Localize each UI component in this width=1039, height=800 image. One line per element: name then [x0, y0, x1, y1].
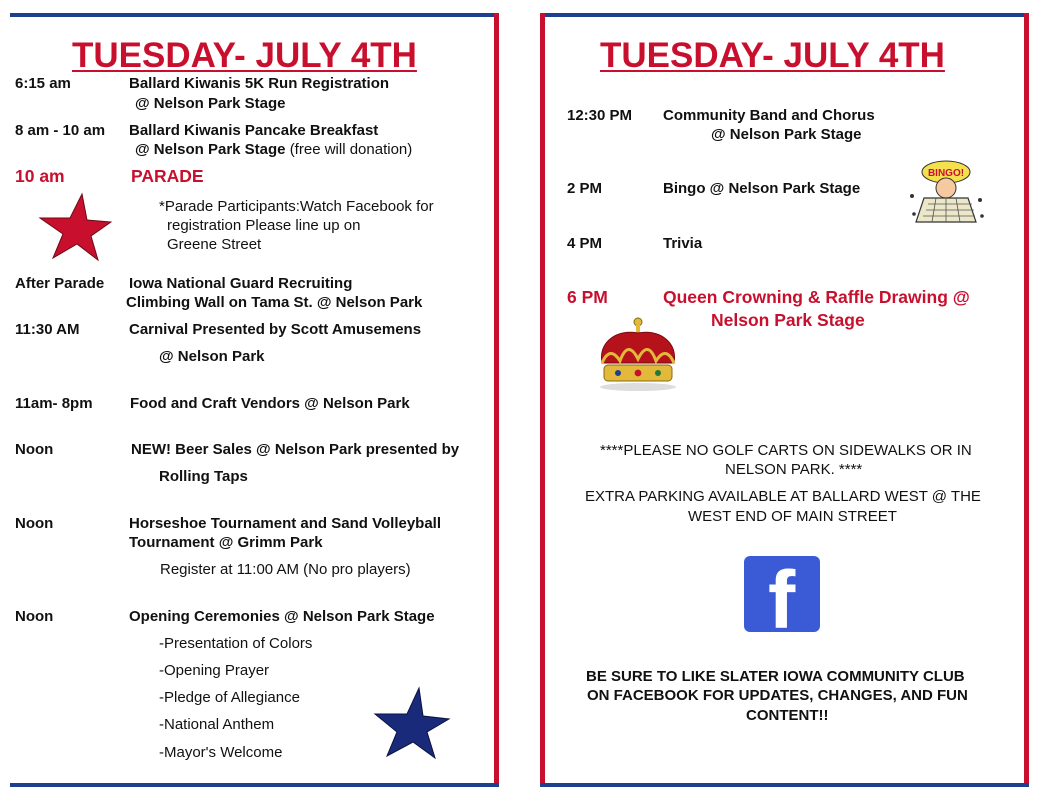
panel-bottom-border — [10, 783, 499, 787]
bingo-sign-text: BINGO! — [927, 168, 965, 179]
ceremony-item: -Mayor's Welcome — [159, 744, 283, 761]
time-1230: 12:30 PM — [567, 107, 633, 124]
facebook-icon — [744, 556, 820, 632]
event-national-guard: Iowa National Guard Recruiting — [129, 275, 353, 292]
time-11am-8pm: 11am- 8pm — [15, 395, 93, 412]
panel-side-border — [494, 13, 499, 787]
crown-icon — [590, 315, 686, 393]
panel-top-border — [10, 13, 499, 17]
left-page-title: TUESDAY- JULY 4TH — [72, 36, 417, 75]
event-beer-sponsor: Rolling Taps — [159, 468, 248, 485]
event-climbing-wall: Climbing Wall on Tama St. @ Nelson Park — [126, 294, 423, 311]
time-after-parade: After Parade — [15, 275, 105, 292]
event-beer-sales: NEW! Beer Sales @ Nelson Park presented by — [131, 441, 460, 458]
time-4pm: 4 PM — [567, 235, 603, 252]
time-6pm: 6 PM — [567, 287, 608, 307]
ceremony-item: -Pledge of Allegiance — [159, 689, 300, 706]
panel-side-border — [540, 13, 545, 787]
event-pancake-note: (free will donation) — [289, 141, 413, 158]
event-queen-crowning-location: Nelson Park Stage — [711, 310, 865, 330]
event-horseshoe-register: Register at 11:00 AM (No pro players) — [160, 561, 411, 578]
golf-cart-notice-line-2: NELSON PARK. **** — [725, 461, 863, 478]
event-carnival: Carnival Presented by Scott Amusemens — [129, 321, 422, 338]
event-kiwanis-5k: Ballard Kiwanis 5K Run Registration — [129, 75, 390, 92]
red-star-icon — [38, 192, 112, 262]
ceremony-item: -National Anthem — [159, 716, 275, 733]
event-horseshoe-location: Tournament @ Grimm Park — [129, 534, 323, 551]
event-carnival-location: @ Nelson Park — [159, 348, 265, 365]
golf-cart-notice-line-1: ****PLEASE NO GOLF CARTS ON SIDEWALKS OR IN — [600, 442, 972, 459]
event-bingo: Bingo @ Nelson Park Stage — [663, 180, 861, 197]
event-pancake-location-line — [135, 140, 412, 159]
time-615: 6:15 am — [15, 75, 71, 92]
facebook-callout-line-3: CONTENT!! — [746, 707, 829, 724]
event-kiwanis-5k-location: @ Nelson Park Stage — [135, 95, 286, 112]
time-noon-horseshoe: Noon — [15, 515, 54, 532]
event-trivia: Trivia — [663, 235, 703, 252]
event-community-band: Community Band and Chorus — [663, 107, 875, 124]
event-queen-crowning: Queen Crowning & Raffle Drawing @ — [663, 287, 970, 307]
event-opening-ceremonies: Opening Ceremonies @ Nelson Park Stage — [129, 608, 435, 625]
event-parade: PARADE — [131, 166, 204, 186]
parade-note-line-3: Greene Street — [167, 236, 262, 253]
time-8am: 8 am - 10 am — [15, 122, 106, 139]
facebook-callout-line-1: BE SURE TO LIKE SLATER IOWA COMMUNITY CLUB — [586, 668, 965, 685]
facebook-callout-line-2: ON FACEBOOK FOR UPDATES, CHANGES, AND FUN — [587, 687, 968, 704]
right-page-title: TUESDAY- JULY 4TH — [600, 36, 945, 75]
ceremony-item: -Opening Prayer — [159, 662, 270, 679]
parade-note-line-1: *Parade Participants:Watch Facebook for — [159, 198, 434, 215]
blue-star-icon — [373, 686, 451, 760]
time-2pm: 2 PM — [567, 180, 603, 197]
time-1130: 11:30 AM — [15, 321, 80, 338]
event-vendors: Food and Craft Vendors @ Nelson Park — [130, 395, 410, 412]
time-noon-beer: Noon — [15, 441, 54, 458]
panel-side-border — [1024, 13, 1029, 787]
ceremony-item: -Presentation of Colors — [159, 635, 313, 652]
event-pancake-breakfast: Ballard Kiwanis Pancake Breakfast — [129, 122, 379, 139]
bingo-icon — [906, 156, 986, 226]
parking-notice-line-1: EXTRA PARKING AVAILABLE AT BALLARD WEST @ THE — [585, 488, 981, 505]
time-noon-ceremonies: Noon — [15, 608, 54, 625]
event-horseshoe: Horseshoe Tournament and Sand Volleyball — [129, 515, 442, 532]
panel-top-border — [540, 13, 1029, 17]
time-10am: 10 am — [15, 166, 65, 186]
event-community-band-location: @ Nelson Park Stage — [711, 126, 862, 143]
parade-note-line-2: registration Please line up on — [167, 217, 361, 234]
event-pancake-location: @ Nelson Park Stage — [135, 141, 286, 158]
panel-bottom-border — [540, 783, 1029, 787]
facebook-icon-letter: f — [768, 556, 796, 632]
parking-notice-line-2: WEST END OF MAIN STREET — [688, 508, 897, 525]
